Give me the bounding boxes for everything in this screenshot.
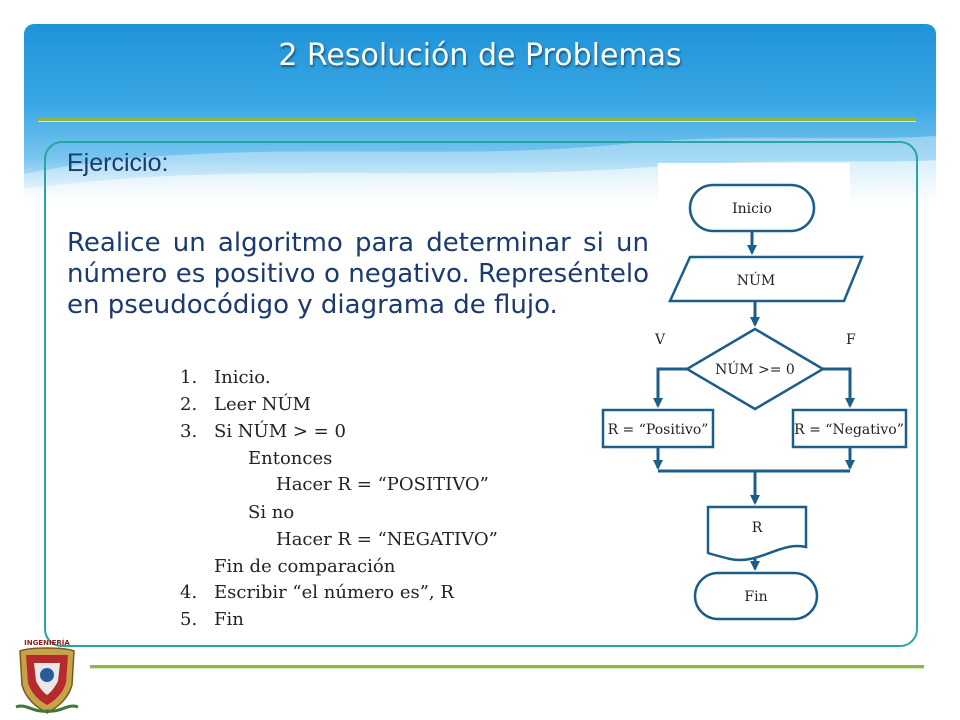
negative-label: R = “Negativo” <box>794 422 904 438</box>
pseudo-line: Si NÚM > = 0 <box>214 421 346 442</box>
slide-title: 2 Resolución de Problemas <box>278 38 682 73</box>
true-label: V <box>655 332 666 348</box>
pseudo-line: Leer NÚM <box>214 394 311 415</box>
flowchart <box>600 163 912 633</box>
arrow-false-branch <box>823 369 850 406</box>
pseudo-line: Hacer R = “POSITIVO” <box>276 474 489 495</box>
pseudo-num: 3. <box>180 421 198 442</box>
positive-label: R = “Positivo” <box>607 422 709 438</box>
pseudo-line: Hacer R = “NEGATIVO” <box>276 529 498 550</box>
pseudo-line: Fin de comparación <box>214 556 396 577</box>
pseudo-line: Escribir “el número es”, R <box>214 582 454 603</box>
pseudo-line: Fin <box>214 609 244 630</box>
decision-label: NÚM >= 0 <box>715 362 795 378</box>
pseudo-num: 4. <box>180 582 198 603</box>
arrow-true-branch <box>658 369 687 406</box>
logo-text: INGENIERÍA <box>24 639 70 647</box>
input-label: NÚM <box>736 273 776 289</box>
engineering-crest-logo <box>12 637 82 717</box>
exercise-statement: Realice un algoritmo para determinar si un número es positivo o negativo. Represéntelo en pseudocódigo y diagrama de flujo. <box>67 228 649 320</box>
footer-divider <box>90 665 924 669</box>
pseudo-line: Si no <box>248 502 295 523</box>
pseudo-line: Inicio. <box>214 367 271 388</box>
exercise-heading: Ejercicio: <box>67 149 169 177</box>
pseudo-num: 2. <box>180 394 198 415</box>
pseudo-num: 5. <box>180 609 198 630</box>
false-label: F <box>846 332 856 348</box>
pseudo-line: Entonces <box>248 448 333 469</box>
pseudo-num: 1. <box>180 367 198 388</box>
start-label: Inicio <box>732 201 772 217</box>
end-label: Fin <box>744 589 768 605</box>
header-divider <box>38 118 916 122</box>
output-label: R <box>751 520 763 536</box>
